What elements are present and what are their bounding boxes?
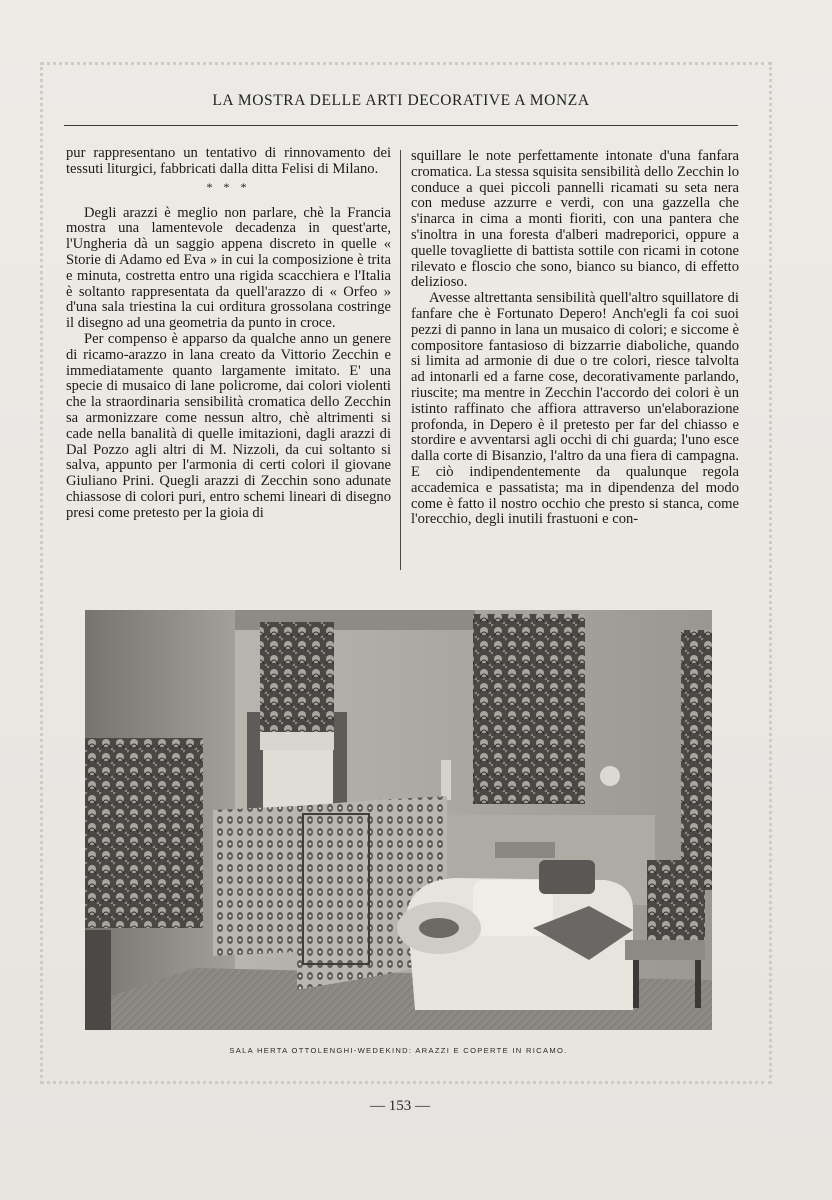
right-paragraph-2: Avesse altrettanta sensibilità quell'altro squillatore di fanfare che è Fortunato Depero! Anch'egli fa coi suoi pezzi di panno in lana un musaico di colori; e siccome è compositore fantasioso di bizzarrie diaboliche, quando si limita ad armonie di due o tre colori, riesce talvolta ad intonarli ed a farne cose, decorativamente parlando, riuscite; ma mentre in Zecchin l'accordo dei colori è un istinto raffinato che affiora attraverso un'elaborazione profonda, in Depero è il pretesto per far del chiasso e stordire e avventarsi agli occhi di chi guarda; l'uno esce dalla corte di Bisanzio, l'altro da una fiera di campagna. E ciò indipendentemente da qualunque regola accademica e passatista; ma in dipendenza del modo come è fatto il nostro occhio che presto si stanca, come l'orecchio, degli inutili frastuoni e con- [411, 290, 739, 528]
carved-chair-back [647, 860, 705, 950]
left-paragraph-1: pur rappresentano un tentativo di rinnovamento dei tessuti liturgici, fabbricati dalla ditta Felisi di Milano. [66, 145, 391, 177]
running-title: LA MOSTRA DELLE ARTI DECORATIVE A MONZA [212, 92, 590, 109]
screen-panel-left [213, 806, 297, 956]
column-divider [400, 150, 401, 570]
left-paragraph-2: Degli arazzi è meglio non parlare, chè la Francia mostra una lamentevole decadenza in quest'arte, l'Ungheria dà un saggio appena discreto in quelle « Storie di Adamo ed Eva » in cui la composizione è trita e minuta, costretta entro una rigida scacchiera e l'Italia è soltanto rappresentata da quell'arazzo di « Orfeo » d'una sala triestina la cui orditura grossolana costringe il disegno ad una geometria da punto in croce. [66, 204, 391, 332]
wall-tapestry [473, 614, 585, 804]
page-number: — 153 — [370, 1098, 430, 1114]
left-text-column [66, 146, 391, 522]
left-paragraph-3: Per compenso è apparso da qualche anno un genere di ricamo-arazzo in lana creato da Vittorio Zecchin e immediatamente quanto largamente imitato. E' una specie di musaico di lane policrome, dai colori violenti che la straordinaria sensibilità cromatica dello Zecchin sa armonizzare come nessun altro, chè altrimenti si cade nella banalità di quelle imitazioni, dagli arazzi di Dal Pozzo agli altri di M. Nizzoli, da cui soltanto si salva, appunto per l'armonia di certi colori il giovane Giuliano Prini. Quegli arazzi di Zecchin sono adunate chiassose di colori puri, entro schemi lineari di disegno presi come pretesto per la gioia di [66, 330, 391, 521]
left-tapestry [85, 738, 203, 928]
photo-caption: SALA HERTA OTTOLENGHI-WEDEKIND: ARAZZI E COPERTE IN RICAMO. [229, 1046, 568, 1055]
exhibition-room-photograph [85, 610, 712, 1030]
right-paragraph-1: squillare le note perfettamente intonate d'una fanfara cromatica. La stessa squisita sensibilità dello Zecchin lo conduce a quei piccoli pannelli ricamati su seta nera con meduse azzurre e verdi, con una gazzella che s'inarca in cima a monti fioriti, con una pantera che s'inoltra in una foresta d'alberi madreporici, oppure a quelle tovagliette di battista sottile con ricami in cotone rilevato e floscio che sono, bianco su bianco, di effetto delizioso. [411, 148, 739, 291]
right-edge-tapestry [681, 630, 712, 890]
screen-panel-center [297, 800, 377, 990]
section-separator: * * * [206, 179, 251, 194]
header-rule [64, 125, 738, 126]
hanging-panel [260, 622, 334, 734]
cushion-top [539, 860, 595, 894]
photo-illustration [85, 610, 712, 1030]
right-text-column [411, 149, 739, 528]
left-chair [85, 930, 111, 1030]
